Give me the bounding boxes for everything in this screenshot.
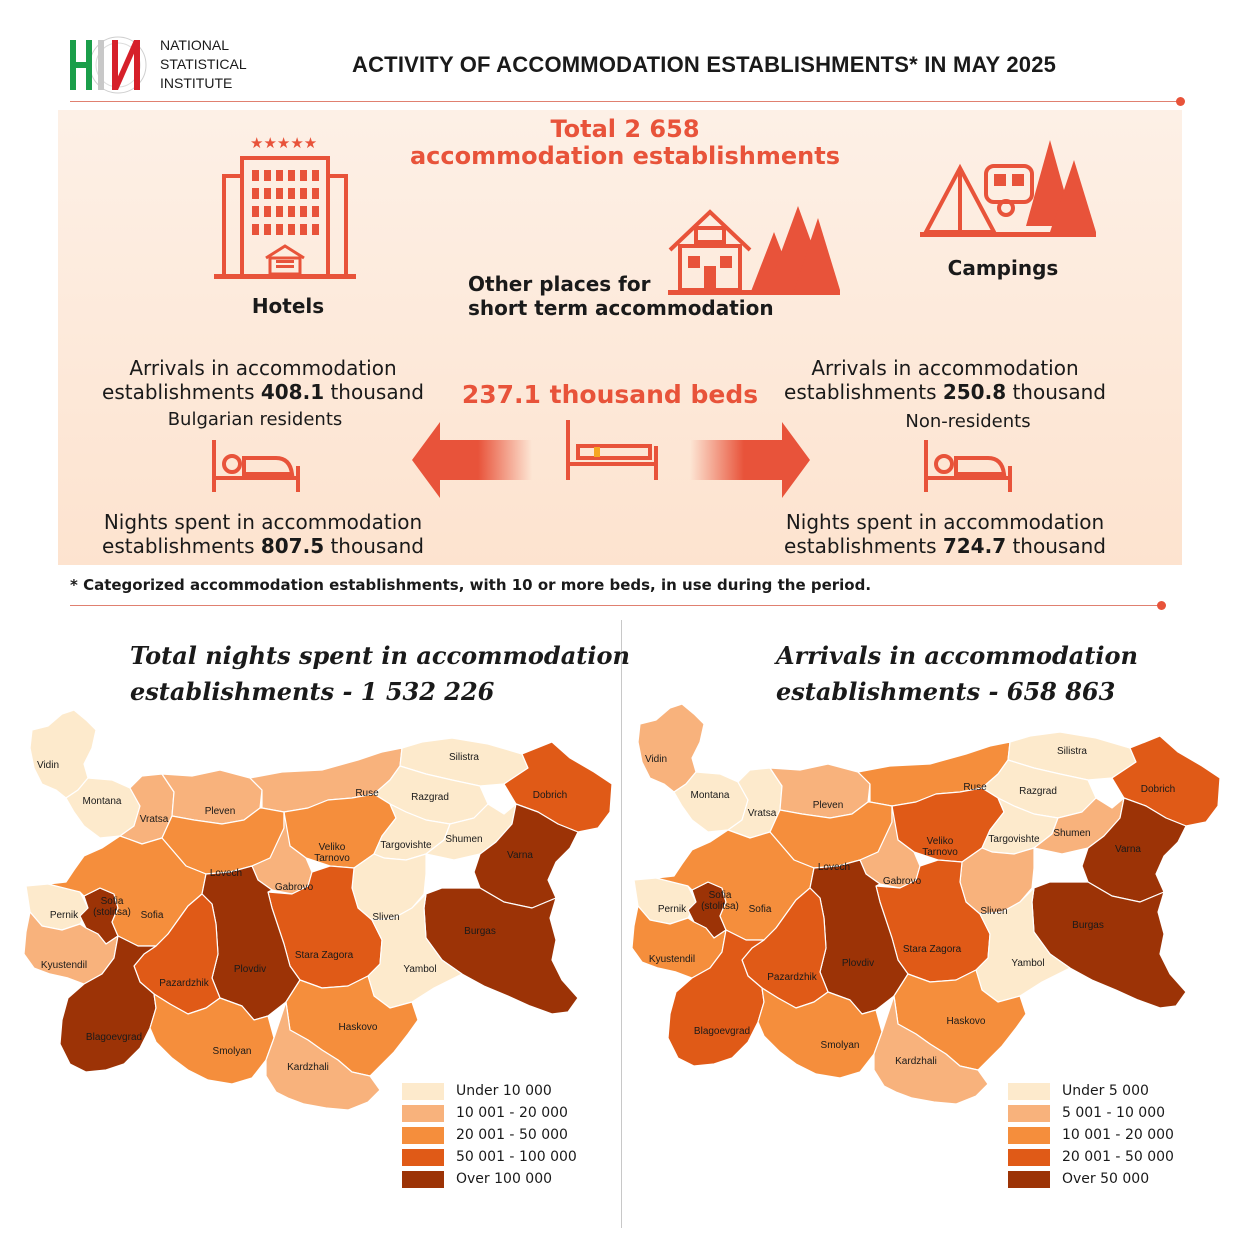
hotel-window	[288, 206, 295, 217]
legend-item	[402, 1102, 577, 1124]
legend-swatch	[1008, 1149, 1050, 1166]
map-arrivals-title-line2: establishments - 658 863	[776, 677, 1116, 706]
hotel-window	[252, 224, 259, 235]
legend-label: Under 5 000	[1062, 1083, 1149, 1099]
residents-nights-line2	[80, 534, 446, 558]
region-label: Stara Zagora	[902, 944, 962, 955]
legend-item	[1008, 1080, 1174, 1102]
hotel-window	[300, 206, 307, 217]
region-label: Sofia (stolitsa)	[701, 890, 739, 912]
residents-nights-unit: thousand	[324, 534, 424, 558]
arrow-right-icon	[690, 422, 810, 498]
hotel-window	[264, 188, 271, 199]
legend-swatch	[402, 1083, 444, 1100]
map-nights-title-line2: establishments - 1 532 226	[130, 677, 495, 706]
region-label: Sofia	[140, 910, 164, 921]
region-label: Shumen	[1053, 828, 1091, 839]
region-label: Burgas	[1072, 920, 1104, 931]
bed-icon-center	[564, 420, 660, 482]
region-label: Pleven	[204, 806, 236, 817]
region-label: Pleven	[812, 800, 844, 811]
residents-nights	[80, 510, 446, 558]
residents-arrivals-line1: Arrivals in accommodation	[129, 356, 397, 380]
region-label: Razgrad	[1019, 786, 1057, 797]
region-label: Pazardzhik	[767, 972, 817, 983]
residents-group-label: Bulgarian residents	[167, 409, 343, 430]
legend-swatch	[1008, 1105, 1050, 1122]
nonresidents-arrivals-line1: Arrivals in accommodation	[811, 356, 1079, 380]
total-line2: accommodation establishments	[409, 142, 840, 170]
org-name-line1: NATIONAL	[160, 37, 229, 53]
region-label: Dobrich	[1140, 784, 1176, 795]
svg-text:★★★★★: ★★★★★	[250, 134, 318, 152]
nonresidents-nights-prefix: establishments	[784, 534, 943, 558]
legend-label: 20 001 - 50 000	[1062, 1149, 1174, 1165]
region-label: Gabrovo	[882, 876, 922, 887]
legend-label: Over 50 000	[1062, 1171, 1150, 1187]
hotel-window	[276, 188, 283, 199]
region-label: Smolyan	[212, 1046, 252, 1057]
legend-label: Under 10 000	[456, 1083, 552, 1099]
hotel-window	[288, 188, 295, 199]
region-label: Sliven	[372, 912, 400, 923]
other-places-line1: Other places for	[468, 272, 651, 296]
region-label: Sliven	[980, 906, 1008, 917]
region-label: Varna	[507, 850, 533, 861]
header-rule	[70, 101, 1178, 102]
region-label: Vidin	[36, 760, 60, 771]
hotels-label: Hotels	[251, 294, 325, 318]
residents-arrivals-value: 408.1	[260, 380, 325, 404]
camping-icon	[920, 140, 1096, 246]
hotel-window	[264, 224, 271, 235]
map-nights-title	[130, 638, 630, 710]
region-label: Silistra	[448, 752, 480, 763]
hotel-window	[276, 206, 283, 217]
total-establishments	[400, 116, 850, 170]
legend-item	[1008, 1124, 1174, 1146]
legend-label: Over 100 000	[456, 1171, 553, 1187]
region-label: Haskovo	[338, 1022, 378, 1033]
nonresidents-nights-line2	[760, 534, 1130, 558]
region-label: Targovishte	[988, 834, 1040, 845]
region-label: Targovishte	[380, 840, 432, 851]
hotel-icon	[214, 134, 356, 282]
legend-swatch	[1008, 1127, 1050, 1144]
region-label: Veliko Tarnovo	[314, 842, 350, 864]
page-title: ACTIVITY OF ACCOMMODATION ESTABLISHMENTS* IN MAY 2025	[352, 52, 1057, 77]
hotel-window	[252, 170, 259, 181]
footnote-rule-dot	[1157, 601, 1166, 610]
region-label: Pazardzhik	[159, 978, 209, 989]
nonresidents-arrivals-prefix: establishments	[784, 380, 943, 404]
region-label: Silistra	[1056, 746, 1088, 757]
total-line1: Total 2 658	[550, 115, 700, 143]
region-burgas	[1032, 882, 1186, 1008]
region-label: Blagoevgrad	[693, 1026, 751, 1037]
legend-label: 10 001 - 20 000	[1062, 1127, 1174, 1143]
legend-swatch	[402, 1105, 444, 1122]
nsi-logo	[66, 34, 158, 96]
region-label: Haskovo	[946, 1016, 986, 1027]
bed-icon-residents	[210, 440, 302, 494]
region-label: Yambol	[403, 964, 437, 975]
region-label: Yambol	[1011, 958, 1045, 969]
hotel-window	[312, 224, 319, 235]
region-label: Ruse	[963, 782, 987, 793]
residents-nights-line1: Nights spent in accommodation	[103, 510, 423, 534]
region-label: Lovech	[209, 868, 243, 879]
region-label: Kardzhali	[287, 1062, 329, 1073]
region-label: Veliko Tarnovo	[922, 836, 958, 858]
nonresidents-arrivals-unit: thousand	[1006, 380, 1106, 404]
nonresidents-arrivals	[760, 356, 1130, 404]
legend-item	[1008, 1102, 1174, 1124]
nonresidents-nights-line1: Nights spent in accommodation	[785, 510, 1105, 534]
region-label: Kyustendil	[648, 954, 696, 965]
legend-item	[402, 1080, 577, 1102]
residents-arrivals	[80, 356, 446, 404]
legend-swatch	[1008, 1171, 1050, 1188]
header-rule-dot	[1176, 97, 1185, 106]
org-name-line3: INSTITUTE	[160, 75, 233, 91]
legend-label: 5 001 - 10 000	[1062, 1105, 1166, 1121]
region-label: Vidin	[644, 754, 668, 765]
region-label: Shumen	[445, 834, 483, 845]
hotel-window	[264, 206, 271, 217]
nonresidents-nights-unit: thousand	[1006, 534, 1106, 558]
residents-arrivals-line2	[80, 380, 446, 404]
legend-item	[402, 1146, 577, 1168]
residents-arrivals-prefix: establishments	[102, 380, 261, 404]
region-label: Kardzhali	[895, 1056, 937, 1067]
region-label: Razgrad	[411, 792, 449, 803]
map-nights	[22, 708, 618, 1118]
map-nights-title-line1: Total nights spent in accommodation	[130, 641, 630, 670]
region-label: Lovech	[817, 862, 851, 873]
other-places-line2: short term accommodation	[468, 296, 774, 320]
nonresidents-group-label: Non-residents	[905, 411, 1031, 432]
region-burgas	[424, 888, 578, 1014]
hotel-window	[252, 188, 259, 199]
maps-divider	[621, 620, 622, 1228]
hotel-window	[312, 188, 319, 199]
region-label: Montana	[82, 796, 122, 807]
hotel-window	[276, 224, 283, 235]
legend-label: 10 001 - 20 000	[456, 1105, 568, 1121]
campings-label: Campings	[947, 256, 1059, 280]
map-arrivals-legend	[1008, 1080, 1174, 1190]
region-label: Sofia (stolitsa)	[93, 896, 131, 918]
hotel-window	[312, 170, 319, 181]
legend-item	[402, 1168, 577, 1190]
hotel-window	[300, 224, 307, 235]
region-label: Vratsa	[139, 814, 169, 825]
region-label: Montana	[690, 790, 730, 801]
region-label: Plovdiv	[233, 964, 267, 975]
legend-item	[1008, 1168, 1174, 1190]
footnote: * Categorized accommodation establishments, with 10 or more beds, in use during the period.	[70, 576, 872, 594]
legend-swatch	[402, 1171, 444, 1188]
map-arrivals-title	[776, 638, 1138, 710]
hotel-window	[252, 206, 259, 217]
region-label: Ruse	[355, 788, 379, 799]
legend-item	[402, 1124, 577, 1146]
region-label: Dobrich	[532, 790, 568, 801]
region-label: Sofia	[748, 904, 772, 915]
map-arrivals	[630, 702, 1226, 1112]
org-name-line2: STATISTICAL	[160, 56, 247, 72]
region-label: Blagoevgrad	[85, 1032, 143, 1043]
other-places-label	[468, 272, 774, 320]
legend-label: 20 001 - 50 000	[456, 1127, 568, 1143]
hotel-window	[300, 188, 307, 199]
map-nights-legend	[402, 1080, 577, 1190]
region-label: Burgas	[464, 926, 496, 937]
map-arrivals-title-line1: Arrivals in accommodation	[776, 641, 1139, 670]
hotel-window	[300, 170, 307, 181]
legend-swatch	[402, 1127, 444, 1144]
nonresidents-nights-value: 724.7	[942, 534, 1007, 558]
residents-arrivals-unit: thousand	[324, 380, 424, 404]
region-label: Vratsa	[747, 808, 777, 819]
residents-nights-value: 807.5	[260, 534, 325, 558]
bed-icon-nonresidents	[922, 440, 1014, 494]
hotel-window	[312, 206, 319, 217]
footnote-rule	[70, 605, 1160, 606]
region-label: Plovdiv	[841, 958, 875, 969]
legend-swatch	[402, 1149, 444, 1166]
beds-total: 237.1 thousand beds	[461, 380, 759, 409]
region-label: Smolyan	[820, 1040, 860, 1051]
region-label: Pernik	[657, 904, 687, 915]
legend-swatch	[1008, 1083, 1050, 1100]
hotel-window	[288, 224, 295, 235]
arrow-left-icon	[412, 422, 532, 498]
region-label: Stara Zagora	[294, 950, 354, 961]
nonresidents-arrivals-line2	[760, 380, 1130, 404]
residents-nights-prefix: establishments	[102, 534, 261, 558]
region-label: Gabrovo	[274, 882, 314, 893]
legend-label: 50 001 - 100 000	[456, 1149, 577, 1165]
region-label: Pernik	[49, 910, 79, 921]
hotel-window	[276, 170, 283, 181]
legend-item	[1008, 1146, 1174, 1168]
hotel-window	[288, 170, 295, 181]
region-label: Varna	[1115, 844, 1141, 855]
hotel-window	[264, 170, 271, 181]
nonresidents-nights	[760, 510, 1130, 558]
nonresidents-arrivals-value: 250.8	[942, 380, 1007, 404]
region-label: Kyustendil	[40, 960, 88, 971]
org-name	[160, 36, 247, 93]
